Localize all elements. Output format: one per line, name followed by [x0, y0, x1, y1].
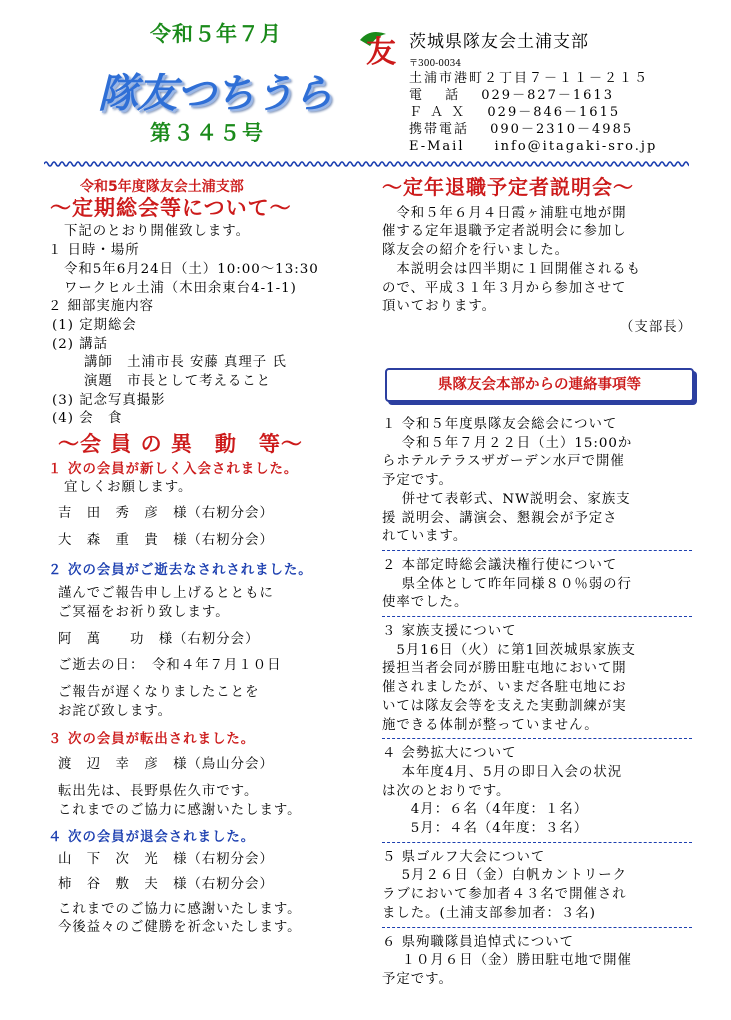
section-line: お詫び致します。	[58, 703, 173, 719]
member-name: 山 下 次 光 様（右籾分会）	[58, 852, 274, 868]
section-line: これまでのご協力に感謝いたします。	[58, 802, 302, 818]
notice-line: 援 説明会、講演会、懇親会が予定さ	[382, 510, 618, 526]
section-withdrawn-heading: ４ 次の会員が退会されました。	[48, 829, 256, 846]
prefecture-notice-banner	[385, 368, 694, 402]
notice-line: 催されましたが、いまだ各駐屯地にお	[382, 680, 627, 696]
notice-line: は次のとおりです。	[382, 783, 511, 799]
item-divider	[382, 550, 692, 551]
notice-line: 使率でした。	[382, 595, 469, 611]
header-divider	[44, 160, 689, 168]
notice-line: 5月：４名（4年度：３名）	[382, 821, 589, 837]
meeting-line: １ 日時・場所	[48, 243, 140, 259]
notice-line: 施できる体制が整っていません。	[382, 717, 599, 733]
meeting-line: (2) 講話	[52, 336, 109, 352]
author-signature: （支部長）	[620, 319, 692, 335]
retirement-line: 本説明会は四半期に１回開催されるも	[382, 261, 642, 277]
notice-line: 併せて表彰式、NW説明会、家族支	[382, 491, 631, 507]
retirement-briefing-title: ～定年退職予定者説明会～	[382, 175, 634, 199]
notice-item-3	[382, 623, 692, 735]
notice-title: 県隊友会本部からの連絡事項等	[438, 377, 641, 393]
notice-line: れています。	[382, 529, 468, 545]
telephone: 電 話 029－827－1613	[409, 88, 614, 103]
notice-line: ラブにおいて参加者４３名で開催され	[382, 887, 627, 903]
notice-item-1	[382, 416, 692, 547]
meeting-line: 演題 市長として考えること	[84, 374, 272, 390]
email: E-Mail info@itagaki-sro.jp	[409, 139, 658, 154]
notice-item-4	[382, 745, 692, 839]
notice-line: 援担当者会同が勝田駐屯地において開	[382, 661, 627, 677]
org-logo-icon	[356, 24, 398, 66]
section-line: ご逝去の日： 令和４年７月１０日	[58, 658, 282, 674]
notice-line: 令和５年７月２２日（土）15:00か	[382, 435, 633, 451]
notice-line: 5月16日（火）に第1回茨城県家族支	[382, 642, 636, 658]
retirement-line: 隊友会の紹介を行いました。	[382, 243, 570, 259]
postal-code: 〒300-0034	[409, 59, 462, 69]
meeting-line: (4) 会 食	[52, 411, 123, 427]
section-line: ご冥福をお祈り致します。	[58, 605, 230, 621]
meeting-line: 令和5年6月24日（土）10:00～13:30	[64, 261, 319, 277]
section-line: 宜しくお願します。	[64, 479, 193, 495]
item-divider	[382, 738, 692, 739]
notice-line: らホテルテラスザガーデン水戸で開催	[382, 454, 625, 470]
section-line: 謹んでご報告申し上げるとともに	[58, 586, 274, 602]
notice-item-5	[382, 849, 692, 924]
notice-line: 県全体として昨年同様８０％弱の行	[382, 576, 632, 592]
org-name: 茨城県隊友会土浦支部	[409, 32, 589, 52]
notice-item-heading: ４ 会勢拡大について	[382, 746, 517, 762]
issue-number: 第３４５号	[150, 121, 265, 145]
notice-line: 5月２６日（金）白帆カントリーク	[382, 868, 628, 884]
section-line: ご報告が遅くなりましたことを	[58, 685, 260, 701]
meeting-line: ワークヒル土浦（木田余東台4-1-1)	[64, 280, 297, 296]
member-name: 吉 田 秀 彦 様（右籾分会）	[58, 506, 274, 522]
meeting-title: ～定期総会等について～	[50, 195, 292, 220]
notice-item-heading: ３ 家族支援について	[382, 624, 517, 640]
notice-line: 4月：６名（4年度：１名）	[382, 802, 589, 818]
left-column	[48, 178, 358, 938]
retirement-line: 頂いております。	[382, 299, 497, 315]
notice-line: いては隊友会等を支えた実動訓練が実	[382, 698, 627, 714]
notice-line: 予定です。	[382, 473, 453, 489]
notice-item-heading: ２ 本部定時総会議決権行使について	[382, 557, 618, 573]
meeting-subtitle: 令和5年度隊友会土浦支部	[80, 179, 244, 195]
meeting-line: ２ 細部実施内容	[48, 299, 154, 315]
notice-line: 予定です。	[382, 971, 453, 987]
notice-line: 本年度4月、5月の即日入会の状況	[382, 764, 623, 780]
notice-item-heading: ５ 県ゴルフ大会について	[382, 849, 546, 865]
retirement-line: 令和５年６月４日霞ヶ浦駐屯地が開	[382, 205, 627, 221]
section-new-members-heading: １ 次の会員が新しく入会されました。	[48, 460, 299, 477]
mobile-phone: 携帯電話 090－2310－4985	[409, 122, 634, 137]
member-name: 大 森 重 貴 様（右籾分会）	[58, 532, 274, 548]
section-deceased-heading: ２ 次の会員がご逝去なされされました。	[48, 561, 313, 578]
member-changes-title: ～会 員 の 異 動 等～	[58, 432, 303, 457]
member-name: 柿 谷 敷 夫 様（右籾分会）	[58, 876, 274, 892]
newsletter-title: 隊友つちうら	[98, 71, 332, 117]
fax: Ｆ Ａ Ｘ 029－846－1615	[409, 105, 621, 120]
member-name: 渡 辺 幸 彦 様（鳥山分会）	[58, 757, 274, 773]
member-name: 阿 萬 功 様（右籾分会）	[58, 631, 260, 647]
section-line: これまでのご協力に感謝いたします。	[58, 901, 302, 917]
meeting-line: 下記のとおり開催致します。	[64, 224, 251, 240]
meeting-line: 講師 土浦市長 安藤 真理子 氏	[84, 355, 287, 371]
section-transferred-heading: ３ 次の会員が転出されました。	[48, 730, 256, 747]
notice-line: ました。(土浦支部参加者：３名)	[382, 905, 596, 921]
address: 土浦市港町２丁目７－１１－２１５	[409, 71, 650, 86]
item-divider	[382, 927, 692, 928]
notice-items	[382, 416, 692, 990]
item-divider	[382, 842, 692, 843]
section-line: 今後益々のご健勝を祈念いたします。	[58, 920, 302, 936]
section-line: 転出先は、長野県佐久市です。	[58, 783, 259, 799]
logo-glyph: 友	[366, 35, 396, 66]
meeting-line: (1) 定期総会	[52, 317, 137, 333]
notice-line: １０月６日（金）勝田駐屯地で開催	[382, 953, 632, 969]
retirement-line: 催する定年退職予定者説明会に参加し	[382, 224, 627, 240]
retirement-line: ので、平成３１年３月から参加させて	[382, 280, 627, 296]
right-column	[382, 175, 692, 338]
issue-date: 令和５年７月	[150, 22, 282, 46]
notice-item-6	[382, 934, 692, 990]
meeting-line: (3) 記念写真撮影	[52, 392, 166, 408]
notice-item-heading: １ 令和５年度県隊友会総会について	[382, 417, 618, 432]
item-divider	[382, 616, 692, 617]
notice-item-2	[382, 557, 692, 613]
notice-item-heading: ６ 県殉職隊員追悼式について	[382, 934, 575, 950]
